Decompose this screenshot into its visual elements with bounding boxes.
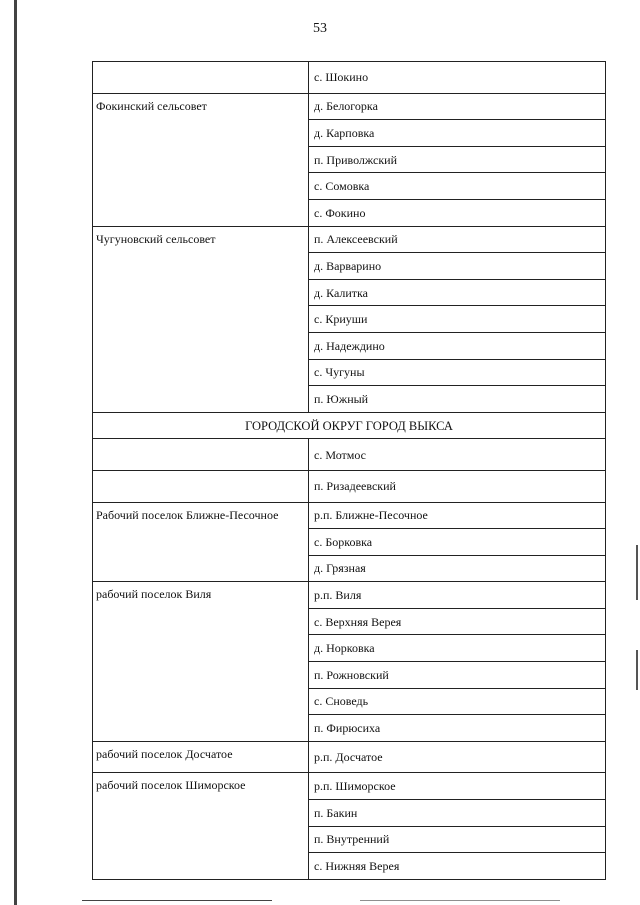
table-body-before xyxy=(93,62,606,413)
settlement-cell: п. Приволжский xyxy=(309,146,606,173)
settlement-cell: с. Шокино xyxy=(309,62,606,94)
municipality-cell xyxy=(93,470,309,502)
settlement-cell: п. Фирюсиха xyxy=(309,715,606,742)
settlement-cell: с. Сноведь xyxy=(309,688,606,715)
scan-edge-mark xyxy=(636,545,638,600)
settlement-cell: д. Грязная xyxy=(309,555,606,582)
settlement-cell: с. Мотмос xyxy=(309,439,606,471)
settlement-cell: п. Южный xyxy=(309,386,606,413)
settlement-cell: д. Норковка xyxy=(309,635,606,662)
municipality-cell xyxy=(93,439,309,471)
municipality-cell: Чугуновский сельсовет xyxy=(93,226,309,412)
table-row xyxy=(93,62,606,94)
page-number: 53 xyxy=(313,21,327,36)
footer-rule xyxy=(360,900,560,901)
settlement-cell: п. Внутренний xyxy=(309,826,606,853)
settlement-cell: р.п. Шиморское xyxy=(309,773,606,800)
table-row xyxy=(93,470,606,502)
municipality-cell: рабочий поселок Виля xyxy=(93,582,309,742)
table-row xyxy=(93,502,606,529)
settlement-cell: п. Бакин xyxy=(309,800,606,827)
settlement-cell: п. Рожновский xyxy=(309,662,606,689)
table-row xyxy=(93,226,606,253)
settlement-cell: р.п. Ближне-Песочное xyxy=(309,502,606,529)
scan-binding-edge xyxy=(14,0,17,905)
settlement-cell: п. Алексеевский xyxy=(309,226,606,253)
section-heading: ГОРОДСКОЙ ОКРУГ ГОРОД ВЫКСА xyxy=(93,412,606,439)
settlement-cell: с. Нижняя Верея xyxy=(309,853,606,880)
table-body-after xyxy=(93,439,606,880)
settlement-cell: р.п. Досчатое xyxy=(309,741,606,773)
table-row xyxy=(93,93,606,120)
municipality-cell: рабочий поселок Шиморское xyxy=(93,773,309,879)
municipality-cell: рабочий поселок Досчатое xyxy=(93,741,309,773)
footer-rule xyxy=(82,900,272,901)
settlement-cell: с. Криуши xyxy=(309,306,606,333)
settlement-cell: д. Варварино xyxy=(309,253,606,280)
table-row xyxy=(93,773,606,800)
settlement-cell: с. Сомовка xyxy=(309,173,606,200)
settlement-cell: р.п. Виля xyxy=(309,582,606,609)
section-row xyxy=(93,412,606,439)
scan-edge-mark xyxy=(636,650,638,690)
settlement-cell: с. Борковка xyxy=(309,529,606,556)
settlement-cell: п. Ризадеевский xyxy=(309,470,606,502)
municipality-cell xyxy=(93,62,309,94)
municipality-cell: Рабочий поселок Ближне-Песочное xyxy=(93,502,309,582)
table-row xyxy=(93,439,606,471)
settlement-cell: д. Калитка xyxy=(309,279,606,306)
table-row xyxy=(93,582,606,609)
settlement-cell: д. Надеждино xyxy=(309,332,606,359)
municipality-cell: Фокинский сельсовет xyxy=(93,93,309,226)
settlement-cell: д. Белогорка xyxy=(309,93,606,120)
settlement-cell: с. Верхняя Верея xyxy=(309,608,606,635)
table-row xyxy=(93,741,606,773)
settlement-cell: с. Чугуны xyxy=(309,359,606,386)
settlement-cell: с. Фокино xyxy=(309,199,606,226)
settlement-cell: д. Карповка xyxy=(309,120,606,147)
settlements-table xyxy=(92,61,606,880)
